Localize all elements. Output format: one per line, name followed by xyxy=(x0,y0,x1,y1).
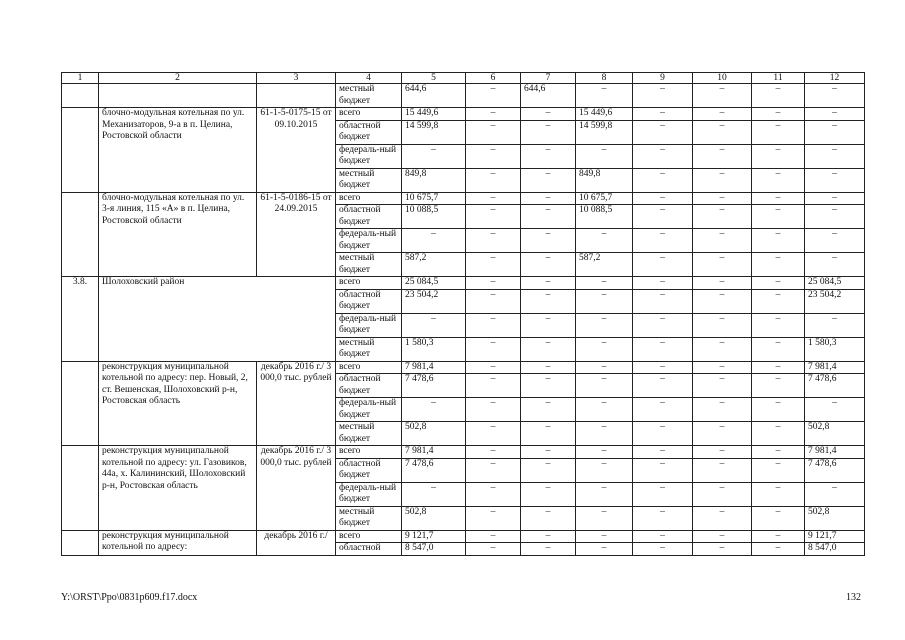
table-row xyxy=(62,192,865,205)
funding-source-cell: федераль-ный бюджет xyxy=(336,482,402,506)
row-number-cell xyxy=(62,361,99,446)
value-cell: – xyxy=(805,229,865,253)
value-cell: – xyxy=(521,422,576,446)
budget-table xyxy=(61,72,865,556)
value-cell: – xyxy=(752,229,805,253)
funding-source-cell: областной бюджет xyxy=(336,205,402,229)
value-cell: 9 121,7 xyxy=(402,530,466,543)
value-cell: – xyxy=(466,422,521,446)
value-cell: – xyxy=(805,205,865,229)
value-cell: – xyxy=(633,506,693,530)
value-cell: – xyxy=(576,446,633,459)
value-cell: – xyxy=(521,229,576,253)
value-cell: – xyxy=(576,530,633,543)
value-cell: 15 449,6 xyxy=(576,108,633,121)
value-cell: – xyxy=(693,120,752,144)
value-cell: – xyxy=(752,108,805,121)
value-cell: 14 599,8 xyxy=(402,120,466,144)
table-row xyxy=(62,277,865,290)
value-cell: – xyxy=(752,84,805,108)
funding-source-cell: всего xyxy=(336,277,402,290)
funding-source-cell: местный бюджет xyxy=(336,422,402,446)
value-cell: – xyxy=(805,398,865,422)
value-cell: – xyxy=(576,313,633,337)
funding-source-cell: федераль-ный бюджет xyxy=(336,144,402,168)
value-cell: 502,8 xyxy=(805,422,865,446)
table-row xyxy=(62,108,865,121)
funding-source-cell: местный бюджет xyxy=(336,168,402,192)
value-cell: – xyxy=(693,253,752,277)
value-cell: – xyxy=(752,374,805,398)
value-cell: – xyxy=(576,422,633,446)
value-cell: – xyxy=(576,543,633,556)
value-cell: – xyxy=(576,84,633,108)
value-cell: 502,8 xyxy=(402,506,466,530)
value-cell: – xyxy=(633,313,693,337)
value-cell: 10 675,7 xyxy=(402,192,466,205)
value-cell: – xyxy=(633,422,693,446)
column-header: 6 xyxy=(466,73,521,84)
value-cell: – xyxy=(805,482,865,506)
value-cell: – xyxy=(402,398,466,422)
row-number-cell xyxy=(62,84,99,108)
value-cell: 8 547,0 xyxy=(805,543,865,556)
value-cell: – xyxy=(576,277,633,290)
value-cell: – xyxy=(466,398,521,422)
value-cell: – xyxy=(521,337,576,361)
value-cell: – xyxy=(466,506,521,530)
value-cell: – xyxy=(693,530,752,543)
value-cell: 7 478,6 xyxy=(805,374,865,398)
value-cell: – xyxy=(633,361,693,374)
value-cell: – xyxy=(752,458,805,482)
value-cell: – xyxy=(521,289,576,313)
value-cell: – xyxy=(521,398,576,422)
value-cell: – xyxy=(693,205,752,229)
value-cell: – xyxy=(752,543,805,556)
value-cell: 7 981,4 xyxy=(402,361,466,374)
value-cell: – xyxy=(693,482,752,506)
value-cell: – xyxy=(805,108,865,121)
value-cell: – xyxy=(633,543,693,556)
value-cell: – xyxy=(466,458,521,482)
value-cell: – xyxy=(402,482,466,506)
value-cell: – xyxy=(466,543,521,556)
value-cell: – xyxy=(576,229,633,253)
value-cell: – xyxy=(805,144,865,168)
value-cell: – xyxy=(805,192,865,205)
value-cell: – xyxy=(633,398,693,422)
value-cell: – xyxy=(693,398,752,422)
value-cell: 7 981,4 xyxy=(805,446,865,459)
footer-page-number: 132 xyxy=(846,592,861,603)
value-cell: 502,8 xyxy=(805,506,865,530)
document-cell: декабрь 2016 г./ xyxy=(257,530,336,555)
value-cell: 644,6 xyxy=(521,84,576,108)
value-cell: – xyxy=(633,289,693,313)
value-cell: – xyxy=(466,168,521,192)
value-cell: 25 084,5 xyxy=(402,277,466,290)
funding-source-cell: областной бюджет xyxy=(336,120,402,144)
value-cell: – xyxy=(752,398,805,422)
value-cell: – xyxy=(805,253,865,277)
column-header: 1 xyxy=(62,73,99,84)
column-header: 3 xyxy=(257,73,336,84)
funding-source-cell: всего xyxy=(336,361,402,374)
value-cell: – xyxy=(805,168,865,192)
object-name-cell: реконструкция муниципальной котельной по адресу: пер. Новый, 2, ст. Вешенская, Шолоховский р-н, Ростовская область xyxy=(99,361,257,446)
value-cell: – xyxy=(752,168,805,192)
footer-file-path: Y:\ORST\Ppo\0831p609.f17.docx xyxy=(61,592,198,603)
value-cell: – xyxy=(521,205,576,229)
value-cell: – xyxy=(805,313,865,337)
value-cell: – xyxy=(805,84,865,108)
value-cell: – xyxy=(466,120,521,144)
value-cell: – xyxy=(752,482,805,506)
funding-source-cell: местный бюджет xyxy=(336,337,402,361)
column-header: 10 xyxy=(693,73,752,84)
document-cell: 61-1-5-0186-15 от 24.09.2015 xyxy=(257,192,336,277)
value-cell: – xyxy=(466,108,521,121)
value-cell: – xyxy=(521,277,576,290)
value-cell: – xyxy=(693,374,752,398)
value-cell: 7 478,6 xyxy=(402,374,466,398)
value-cell: – xyxy=(633,192,693,205)
value-cell: – xyxy=(752,192,805,205)
value-cell: – xyxy=(576,398,633,422)
row-number-cell xyxy=(62,446,99,531)
value-cell: – xyxy=(633,168,693,192)
value-cell: – xyxy=(693,458,752,482)
value-cell: – xyxy=(752,144,805,168)
value-cell: – xyxy=(693,422,752,446)
value-cell: 849,8 xyxy=(576,168,633,192)
value-cell: – xyxy=(521,168,576,192)
value-cell: – xyxy=(402,313,466,337)
value-cell: 23 504,2 xyxy=(402,289,466,313)
funding-source-cell: областной xyxy=(336,543,402,556)
value-cell: – xyxy=(633,84,693,108)
value-cell: – xyxy=(521,120,576,144)
funding-source-cell: всего xyxy=(336,530,402,543)
table-row xyxy=(62,530,865,543)
value-cell: – xyxy=(466,482,521,506)
value-cell: – xyxy=(633,446,693,459)
funding-source-cell: местный бюджет xyxy=(336,253,402,277)
value-cell: – xyxy=(633,253,693,277)
value-cell: – xyxy=(693,108,752,121)
value-cell: – xyxy=(466,253,521,277)
value-cell: – xyxy=(752,277,805,290)
value-cell: – xyxy=(633,530,693,543)
value-cell: – xyxy=(693,277,752,290)
value-cell: – xyxy=(466,205,521,229)
column-header: 9 xyxy=(633,73,693,84)
value-cell: – xyxy=(521,458,576,482)
object-name-cell: реконструкция муниципальной котельной по адресу: ул. Газовиков, 44а, х. Калининский, Шолоховский р-н, Ростовская область xyxy=(99,446,257,531)
value-cell: – xyxy=(576,482,633,506)
value-cell: – xyxy=(466,530,521,543)
value-cell: 10 675,7 xyxy=(576,192,633,205)
value-cell: – xyxy=(466,277,521,290)
value-cell: – xyxy=(466,144,521,168)
table-row xyxy=(62,361,865,374)
value-cell: – xyxy=(693,144,752,168)
column-header: 7 xyxy=(521,73,576,84)
value-cell: – xyxy=(466,192,521,205)
value-cell: – xyxy=(466,84,521,108)
value-cell: – xyxy=(576,361,633,374)
table-header-row xyxy=(62,73,865,84)
value-cell: – xyxy=(521,506,576,530)
value-cell: – xyxy=(576,458,633,482)
value-cell: – xyxy=(752,205,805,229)
value-cell: – xyxy=(576,144,633,168)
object-name-cell: реконструкция муниципальной котельной по адресу: xyxy=(99,530,257,555)
value-cell: – xyxy=(576,374,633,398)
value-cell: – xyxy=(693,543,752,556)
object-name-cell xyxy=(99,84,257,108)
value-cell: 7 981,4 xyxy=(805,361,865,374)
value-cell: 8 547,0 xyxy=(402,543,466,556)
value-cell: – xyxy=(576,289,633,313)
object-name-cell: Шолоховский район xyxy=(99,277,336,362)
document-cell: 61-1-5-0175-15 от 09.10.2015 xyxy=(257,108,336,193)
column-header: 11 xyxy=(752,73,805,84)
value-cell: – xyxy=(633,144,693,168)
column-header: 2 xyxy=(99,73,257,84)
row-number-cell xyxy=(62,192,99,277)
value-cell: – xyxy=(633,229,693,253)
value-cell: – xyxy=(752,446,805,459)
funding-source-cell: всего xyxy=(336,192,402,205)
value-cell: 502,8 xyxy=(402,422,466,446)
value-cell: – xyxy=(466,313,521,337)
value-cell: – xyxy=(521,253,576,277)
value-cell: – xyxy=(693,168,752,192)
value-cell: – xyxy=(521,361,576,374)
value-cell: – xyxy=(693,192,752,205)
value-cell: – xyxy=(693,446,752,459)
value-cell: 587,2 xyxy=(402,253,466,277)
value-cell: – xyxy=(693,506,752,530)
value-cell: 15 449,6 xyxy=(402,108,466,121)
value-cell: – xyxy=(633,374,693,398)
value-cell: 23 504,2 xyxy=(805,289,865,313)
value-cell: – xyxy=(633,120,693,144)
column-header: 4 xyxy=(336,73,402,84)
value-cell: – xyxy=(693,84,752,108)
funding-source-cell: федераль-ный бюджет xyxy=(336,229,402,253)
funding-source-cell: всего xyxy=(336,446,402,459)
value-cell: – xyxy=(402,229,466,253)
value-cell: 7 981,4 xyxy=(402,446,466,459)
object-name-cell: блочно-модульная котельная по ул. 3-я линия, 115 «А» в п. Целина, Ростовской области xyxy=(99,192,257,277)
value-cell: 7 478,6 xyxy=(805,458,865,482)
value-cell: – xyxy=(521,108,576,121)
value-cell: – xyxy=(521,530,576,543)
value-cell: 9 121,7 xyxy=(805,530,865,543)
column-header: 5 xyxy=(402,73,466,84)
value-cell: – xyxy=(521,543,576,556)
value-cell: 849,8 xyxy=(402,168,466,192)
value-cell: 10 088,5 xyxy=(402,205,466,229)
value-cell: – xyxy=(752,120,805,144)
funding-source-cell: федераль-ный бюджет xyxy=(336,398,402,422)
value-cell: – xyxy=(521,482,576,506)
value-cell: – xyxy=(752,313,805,337)
value-cell: – xyxy=(752,361,805,374)
funding-source-cell: федераль-ный бюджет xyxy=(336,313,402,337)
document-cell: декабрь 2016 г./ 3 000,0 тыс. рублей xyxy=(257,361,336,446)
value-cell: 10 088,5 xyxy=(576,205,633,229)
document-cell: декабрь 2016 г./ 3 000,0 тыс. рублей xyxy=(257,446,336,531)
value-cell: – xyxy=(466,289,521,313)
row-number-cell xyxy=(62,530,99,555)
value-cell: – xyxy=(576,337,633,361)
value-cell: – xyxy=(633,482,693,506)
value-cell: 1 580,3 xyxy=(805,337,865,361)
funding-source-cell: местный бюджет xyxy=(336,506,402,530)
value-cell: – xyxy=(521,192,576,205)
value-cell: 1 580,3 xyxy=(402,337,466,361)
value-cell: 644,6 xyxy=(402,84,466,108)
value-cell: – xyxy=(633,458,693,482)
funding-source-cell: областной бюджет xyxy=(336,289,402,313)
column-header: 12 xyxy=(805,73,865,84)
value-cell: – xyxy=(633,277,693,290)
value-cell: – xyxy=(466,337,521,361)
object-name-cell: блочно-модульная котельная по ул. Механизаторов, 9-а в п. Целина, Ростовской области xyxy=(99,108,257,193)
value-cell: – xyxy=(693,313,752,337)
value-cell: – xyxy=(693,229,752,253)
value-cell: – xyxy=(633,337,693,361)
column-header: 8 xyxy=(576,73,633,84)
value-cell: – xyxy=(752,253,805,277)
funding-source-cell: местный бюджет xyxy=(336,84,402,108)
value-cell: – xyxy=(752,506,805,530)
value-cell: – xyxy=(521,144,576,168)
value-cell: – xyxy=(466,446,521,459)
value-cell: – xyxy=(521,374,576,398)
value-cell: 14 599,8 xyxy=(576,120,633,144)
table-body xyxy=(62,84,865,556)
value-cell: – xyxy=(752,530,805,543)
funding-source-cell: областной бюджет xyxy=(336,374,402,398)
value-cell: – xyxy=(752,422,805,446)
document-cell xyxy=(257,84,336,108)
funding-source-cell: областной бюджет xyxy=(336,458,402,482)
value-cell: – xyxy=(633,108,693,121)
value-cell: – xyxy=(633,205,693,229)
row-number-cell: 3.8. xyxy=(62,277,99,362)
value-cell: 25 084,5 xyxy=(805,277,865,290)
row-number-cell xyxy=(62,108,99,193)
value-cell: – xyxy=(693,289,752,313)
value-cell: 7 478,6 xyxy=(402,458,466,482)
value-cell: 587,2 xyxy=(576,253,633,277)
value-cell: – xyxy=(576,506,633,530)
value-cell: – xyxy=(466,229,521,253)
value-cell: – xyxy=(402,144,466,168)
table-row xyxy=(62,84,865,108)
value-cell: – xyxy=(521,313,576,337)
value-cell: – xyxy=(693,337,752,361)
value-cell: – xyxy=(693,361,752,374)
value-cell: – xyxy=(466,361,521,374)
value-cell: – xyxy=(752,337,805,361)
table-row xyxy=(62,446,865,459)
value-cell: – xyxy=(466,374,521,398)
funding-source-cell: всего xyxy=(336,108,402,121)
value-cell: – xyxy=(805,120,865,144)
value-cell: – xyxy=(752,289,805,313)
value-cell: – xyxy=(521,446,576,459)
